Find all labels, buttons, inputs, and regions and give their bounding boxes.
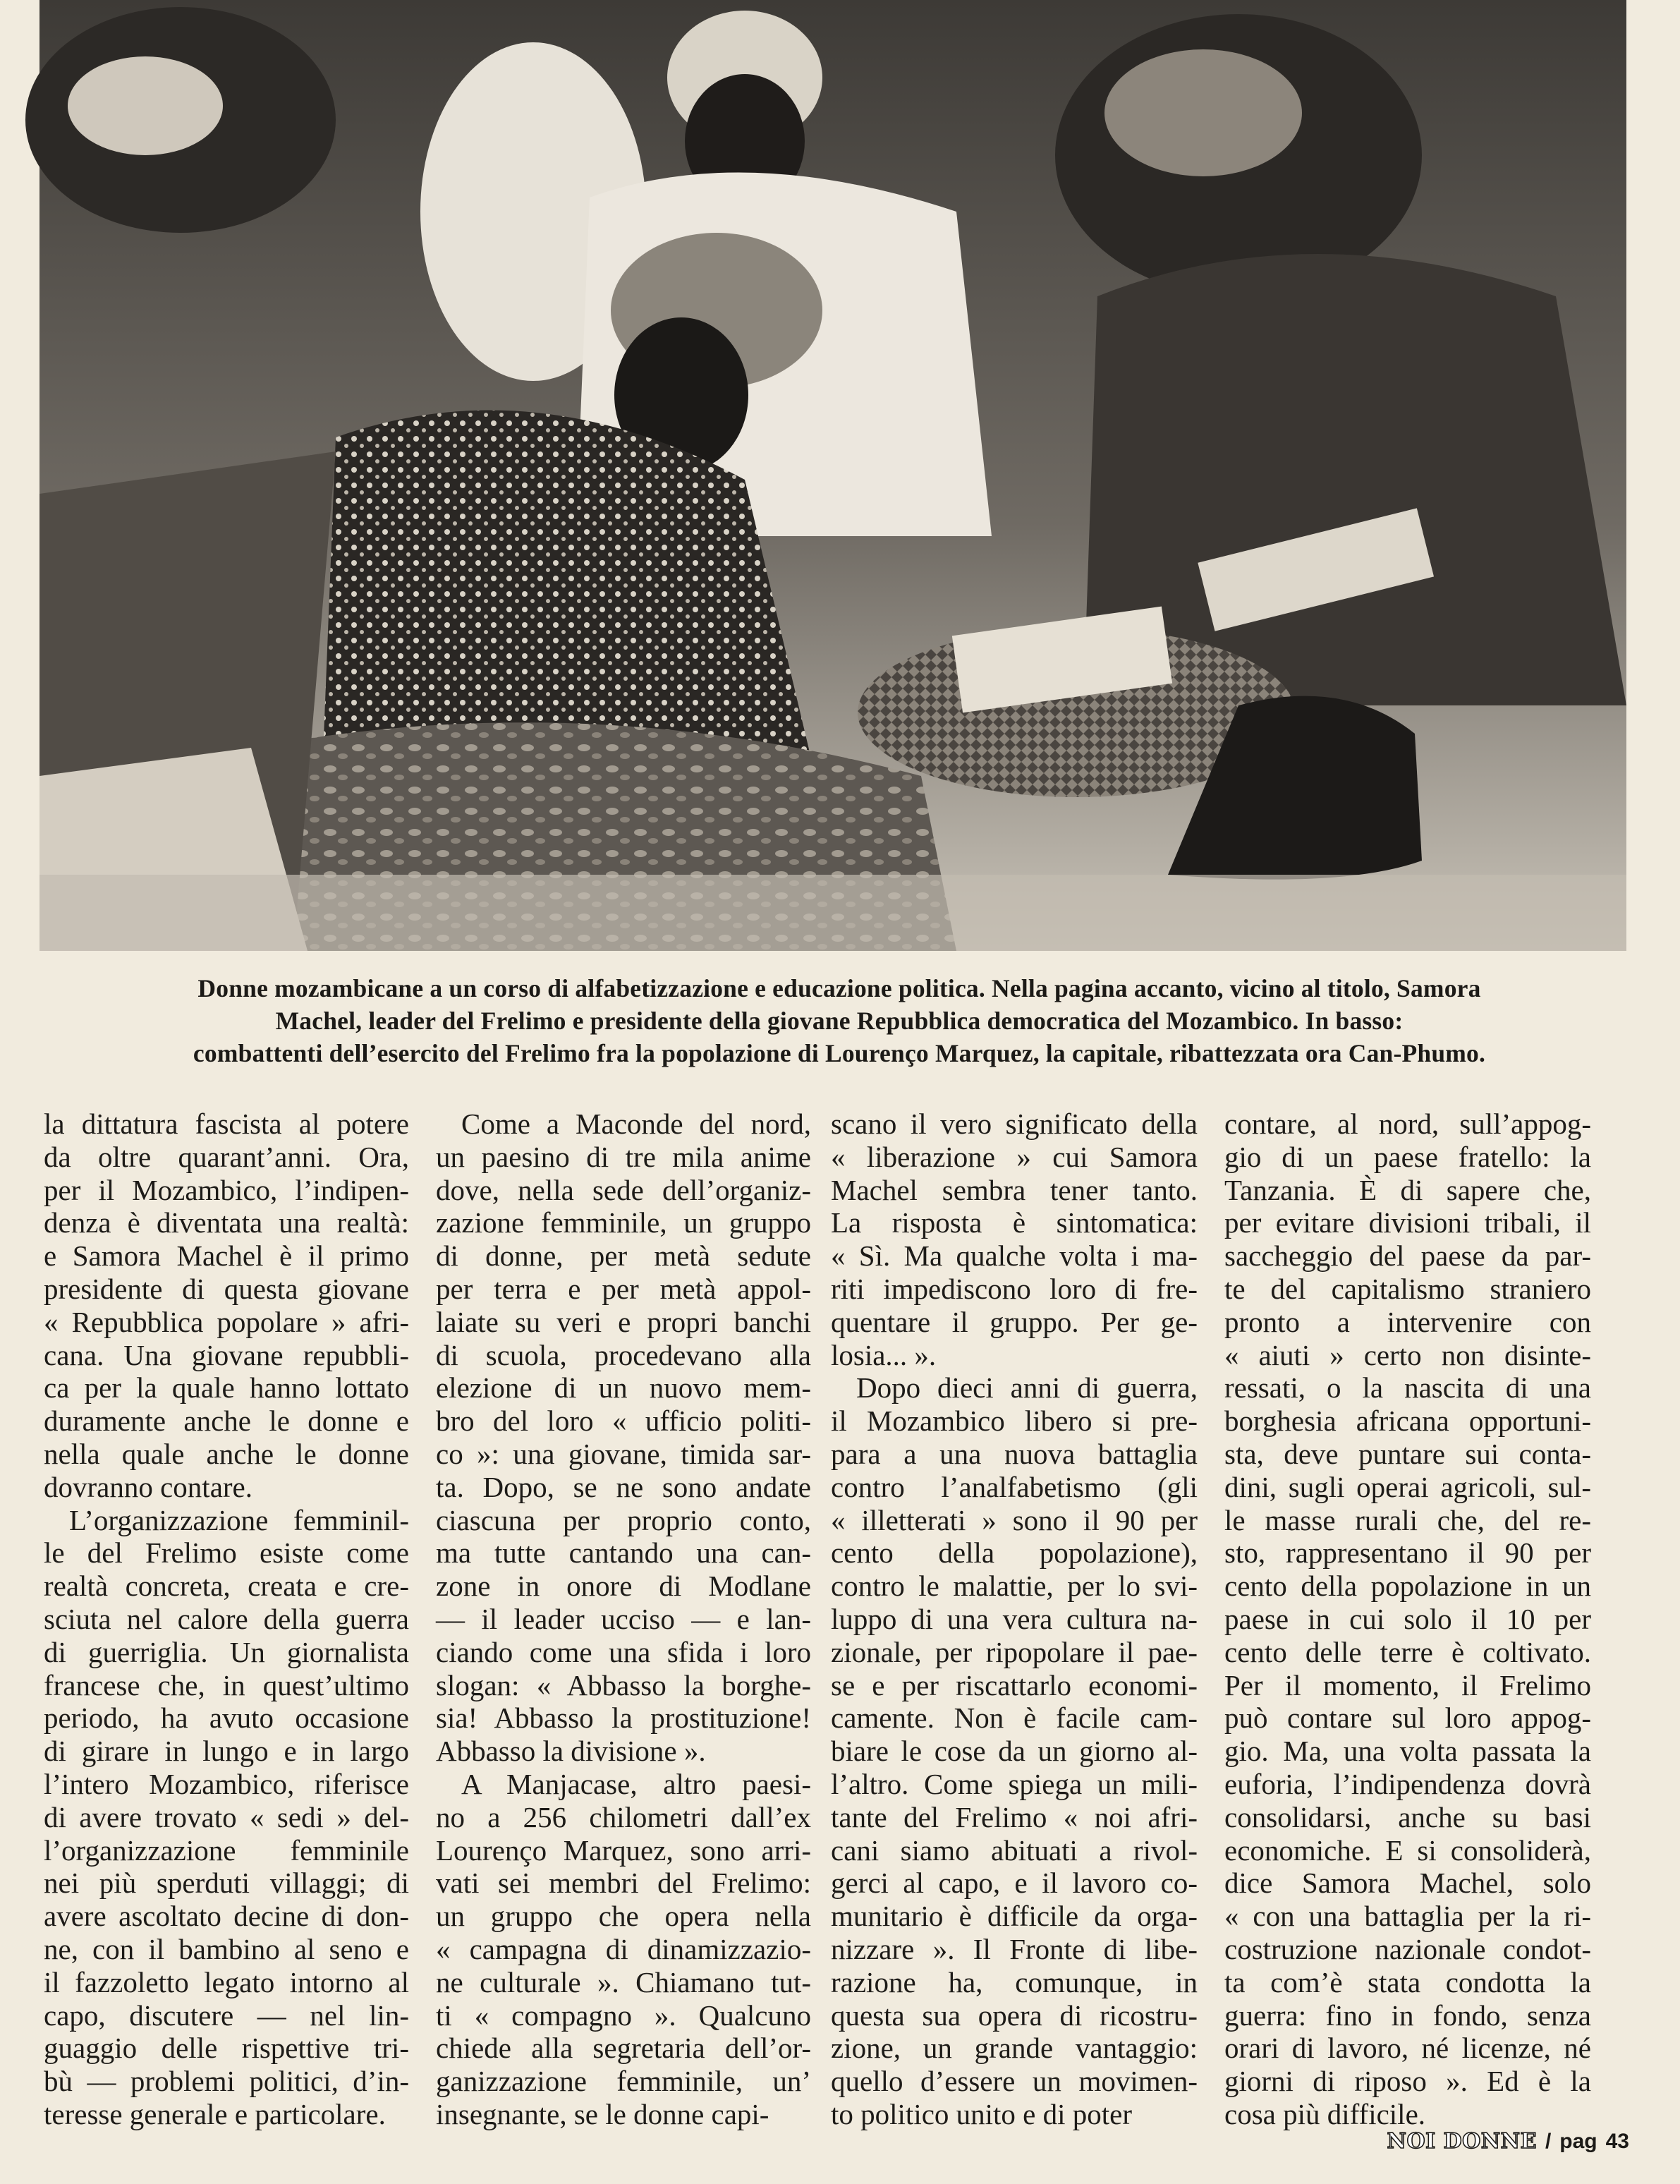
text-line: insegnante, se le donne capi- (436, 2097, 769, 2130)
text-line: questa sua opera di ricostru- (831, 1998, 1198, 2032)
text-line: saccheggio del paese da par- (1224, 1239, 1591, 1273)
text-line: slogan: « Abbasso la borghe- (436, 1668, 811, 1701)
text-line: ca per la quale hanno lottato (44, 1371, 409, 1405)
text-line: guerra: fino in fondo, senza (1224, 1998, 1591, 2032)
text-line: per evitare divisioni tribali, il (1224, 1206, 1591, 1239)
text-line: per il Mozambico, l’indipen- (44, 1173, 409, 1206)
text-line: dice Samora Machel, solo (1224, 1867, 1591, 1900)
text-line: per terra e per metà appol- (436, 1272, 811, 1305)
text-line: ciascuna per proprio conto, (436, 1503, 811, 1536)
text-line: dovranno contare. (44, 1470, 252, 1503)
text-line: « campagna di dinamizzazio- (436, 1932, 811, 1965)
text-line: « liberazione » cui Samora (831, 1140, 1198, 1173)
footer-separator: / (1545, 2130, 1552, 2153)
text-line: Come a Maconde del nord, (461, 1108, 811, 1140)
text-line: tante del Frelimo « noi afri- (831, 1800, 1198, 1833)
text-line: Tanzania. È di sapere che, (1224, 1173, 1591, 1206)
text-line: l’organizzazione femminile (44, 1833, 409, 1867)
text-line: cani siamo abituati a rivol- (831, 1833, 1198, 1867)
text-line: di guerriglia. Un giornalista (44, 1635, 409, 1668)
text-line: da oltre quarant’anni. Ora, (44, 1140, 409, 1173)
article-column-1 (44, 1108, 409, 2130)
text-line: laiate su veri e propri banchi (436, 1305, 811, 1338)
text-line: dini, sugli operai agricoli, sul- (1224, 1470, 1591, 1503)
page-footer (1387, 2129, 1629, 2154)
text-line: avere ascoltato decine di don- (44, 1900, 409, 1933)
text-line: chiede alla segretaria dell’or- (436, 2032, 811, 2065)
article-column-4 (1224, 1108, 1591, 2130)
text-line: A Manjacase, altro paesi- (461, 1767, 811, 1800)
text-line: le del Frelimo esiste come (44, 1536, 409, 1570)
text-line: ta com’è stata condotta la (1224, 1965, 1591, 1998)
text-line: razione ha, comunque, in (831, 1965, 1198, 1998)
text-line: orari di lavoro, né licenze, né (1224, 2032, 1591, 2065)
text-line: Abbasso la divisione ». (436, 1735, 706, 1768)
page-label: pag (1559, 2130, 1597, 2153)
text-line: guaggio delle rispettive tri- (44, 2032, 409, 2065)
text-line: giorni di riposo ». Ed è la (1224, 2065, 1591, 2098)
text-line: sciuta nel calore della guerra (44, 1602, 409, 1635)
text-line: sto, rappresentano il 90 per (1224, 1536, 1591, 1570)
text-line: vati sei membri del Frelimo: (436, 1867, 811, 1900)
text-line: ta. Dopo, se ne sono andate (436, 1470, 811, 1503)
text-line: ciando come una sfida i loro (436, 1635, 811, 1668)
text-line: le masse rurali che, del re- (1224, 1503, 1591, 1536)
text-line: cento delle terre è coltivato. (1224, 1635, 1591, 1668)
text-line: camente. Non è facile cam- (831, 1701, 1198, 1735)
text-line: Dopo dieci anni di guerra, (856, 1371, 1198, 1405)
text-line: gerci al capo, e il lavoro co- (831, 1867, 1198, 1900)
text-line: bù — problemi politici, d’in- (44, 2065, 409, 2098)
text-line: Per il momento, il Frelimo (1224, 1668, 1591, 1701)
text-line: La risposta è sintomatica: (831, 1206, 1198, 1239)
text-line: duramente anche le donne e (44, 1405, 409, 1438)
text-line: l’intero Mozambico, riferisce (44, 1767, 409, 1800)
photo-illustration (39, 0, 1626, 951)
text-line: paese in cui solo il 10 per (1224, 1602, 1591, 1635)
text-line: losia... ». (831, 1338, 937, 1371)
caption-line-2: Machel, leader del Frelimo e presidente della giovane Repubblica democratica del Mozambico. In basso: (275, 1007, 1404, 1035)
text-line: « con una battaglia per la ri- (1224, 1900, 1591, 1933)
article-body (0, 1108, 1680, 2130)
text-line: zazione femminile, un gruppo (436, 1206, 811, 1239)
text-line: biare le cose da un giorno al- (831, 1735, 1198, 1768)
text-line: ne culturale ». Chiamano tut- (436, 1965, 811, 1998)
text-line: contro le malattie, per lo svi- (831, 1570, 1198, 1603)
text-line: riti impediscono loro di fre- (831, 1272, 1198, 1305)
text-line: L’organizzazione femminil- (69, 1503, 409, 1536)
text-line: nella quale anche le donne (44, 1437, 409, 1470)
text-line: francese che, in quest’ultimo (44, 1668, 409, 1701)
text-line: può contare sul loro appog- (1224, 1701, 1591, 1735)
photo-caption (28, 972, 1650, 1069)
text-line: gio di un paese fratello: la (1224, 1140, 1591, 1173)
page-number: 43 (1605, 2130, 1629, 2153)
text-line: la dittatura fascista al potere (44, 1108, 409, 1140)
text-line: scano il vero significato della (831, 1108, 1198, 1140)
text-line: ti « compagno ». Qualcuno (436, 1998, 811, 2032)
text-line: to politico unito e di poter (831, 2097, 1133, 2130)
text-line: para a una nuova battaglia (831, 1437, 1198, 1470)
text-line: no a 256 chilometri dall’ex (436, 1800, 811, 1833)
text-line: munitario è difficile da orga- (831, 1900, 1198, 1933)
text-line: nizzare ». Il Fronte di libe- (831, 1932, 1198, 1965)
article-column-2 (436, 1108, 811, 2130)
text-line: ne, con il bambino al seno e (44, 1932, 409, 1965)
text-line: elezione di un nuovo mem- (436, 1371, 811, 1405)
text-line: quentare il gruppo. Per ge- (831, 1305, 1198, 1338)
text-line: realtà concreta, creata e cre- (44, 1570, 409, 1603)
text-line: borghesia africana opportuni- (1224, 1405, 1591, 1438)
text-line: zone in onore di Modlane (436, 1570, 811, 1603)
text-line: « Sì. Ma qualche volta i ma- (831, 1239, 1198, 1273)
text-line: contro l’analfabetismo (gli (831, 1470, 1198, 1503)
text-line: euforia, l’indipendenza dovrà (1224, 1767, 1591, 1800)
caption-line-3: combattenti dell’esercito del Frelimo fra la popolazione di Lourenço Marquez, la capitale, ribattezzata ora Can-Phumo. (193, 1039, 1486, 1067)
text-line: dove, nella sede dell’organiz- (436, 1173, 811, 1206)
magazine-logo: NOI DONNE (1387, 2129, 1537, 2154)
text-line: di avere trovato « sedi » del- (44, 1800, 409, 1833)
caption-line-1: Donne mozambicane a un corso di alfabetizzazione e educazione politica. Nella pagina accanto, vicino al titolo, Samora (197, 974, 1481, 1002)
text-line: zionale, per ripopolare il pae- (831, 1635, 1198, 1668)
text-line: teresse generale e particolare. (44, 2097, 386, 2130)
text-line: Lourenço Marquez, sono arri- (436, 1833, 811, 1867)
text-line: se e per riscattarlo economi- (831, 1668, 1198, 1701)
text-line: ma tutte cantando una can- (436, 1536, 811, 1570)
text-line: di girare in lungo e in largo (44, 1735, 409, 1768)
text-line: ganizzazione femminile, un’ (436, 2065, 811, 2098)
text-line: consolidarsi, anche su basi (1224, 1800, 1591, 1833)
text-line: il Mozambico libero si pre- (831, 1405, 1198, 1438)
text-line: quello d’essere un movimen- (831, 2065, 1198, 2098)
text-line: e Samora Machel è il primo (44, 1239, 409, 1273)
text-line: un gruppo che opera nella (436, 1900, 811, 1933)
text-line: denza è diventata una realtà: (44, 1206, 409, 1239)
text-line: cento della popolazione), (831, 1536, 1198, 1570)
text-line: un paesino di tre mila anime (436, 1140, 811, 1173)
text-line: l’altro. Come spiega un mili- (831, 1767, 1198, 1800)
text-line: presidente di questa giovane (44, 1272, 409, 1305)
text-line: « illetterati » sono il 90 per (831, 1503, 1198, 1536)
text-line: nei più sperduti villaggi; di (44, 1867, 409, 1900)
text-line: capo, discutere — nel lin- (44, 1998, 409, 2032)
text-line: sia! Abbasso la prostituzione! (436, 1701, 811, 1735)
text-line: ressati, o la nascita di una (1224, 1371, 1591, 1405)
text-line: pronto a intervenire con (1224, 1305, 1591, 1338)
text-line: il fazzoletto legato intorno al (44, 1965, 409, 1998)
text-line: economiche. E si consoliderà, (1224, 1833, 1591, 1867)
text-line: « Repubblica popolare » afri- (44, 1305, 409, 1338)
text-line: cosa più difficile. (1224, 2097, 1426, 2130)
text-line: Machel sembra tener tanto. (831, 1173, 1198, 1206)
text-line: di donne, per metà sedute (436, 1239, 811, 1273)
text-line: contare, al nord, sull’appog- (1224, 1108, 1591, 1140)
text-line: co »: una giovane, timida sar- (436, 1437, 811, 1470)
text-line: — il leader ucciso — e lan- (436, 1602, 811, 1635)
text-line: « aiuti » certo non disinte- (1224, 1338, 1591, 1371)
text-line: bro del loro « ufficio politi- (436, 1405, 811, 1438)
women-literacy-class-photo (39, 0, 1626, 951)
text-line: sta, deve puntare sui conta- (1224, 1437, 1591, 1470)
article-column-3 (831, 1108, 1198, 2130)
text-line: luppo di una vera cultura na- (831, 1602, 1198, 1635)
text-line: costruzione nazionale condot- (1224, 1932, 1591, 1965)
text-line: cento della popolazione in un (1224, 1570, 1591, 1603)
text-line: di scuola, procedevano alla (436, 1338, 811, 1371)
text-line: gio. Ma, una volta passata la (1224, 1735, 1591, 1768)
text-line: te del capitalismo straniero (1224, 1272, 1591, 1305)
text-line: periodo, ha avuto occasione (44, 1701, 409, 1735)
text-line: zione, un grande vantaggio: (831, 2032, 1198, 2065)
text-line: cana. Una giovane repubbli- (44, 1338, 409, 1371)
